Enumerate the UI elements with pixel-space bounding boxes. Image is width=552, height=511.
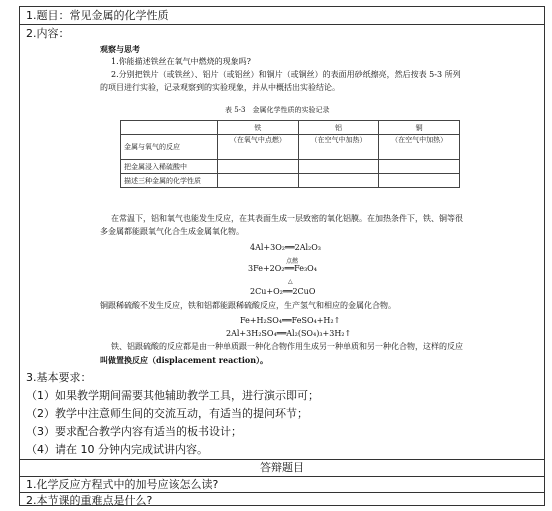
paragraph-2: 铜跟稀硫酸不发生反应，铁和铝都能跟稀硫酸反应，生产氢气和相应的金属化合物。 xyxy=(100,301,396,310)
qa-item: 2.本节课的重难点是什么? xyxy=(26,494,153,507)
divider xyxy=(20,24,544,25)
equation-4: Fe+H₂SO₄══FeSO₄+H₂↑ xyxy=(240,316,341,325)
qa-header: 答辩题目 xyxy=(260,461,304,474)
table-row xyxy=(121,160,460,174)
table-cell: 铁 xyxy=(218,121,299,135)
requirements-label: 3.基本要求： xyxy=(26,371,92,384)
table-cell xyxy=(218,160,299,174)
requirement-item: （1）如果教学期间需要其他辅助教学工具，进行演示即可； xyxy=(26,389,319,402)
table-cell: 铜 xyxy=(379,121,460,135)
question-2-line2: 的项目进行实验，记录观察到的实验现象，并从中概括出实验结论。 xyxy=(100,83,340,92)
equation-5: 2Al+3H₂SO₄══Al₂(SO₄)₃+3H₂↑ xyxy=(226,329,352,338)
table-cell: 描述三种金属的化学性质 xyxy=(121,174,218,188)
table-cell: 把金属浸入稀硫酸中 xyxy=(121,160,218,174)
requirement-item: （2）教学中注意师生间的交流互动，有适当的提问环节； xyxy=(26,407,308,420)
table-cell: 铝 xyxy=(298,121,379,135)
table-cell: 金属与氧气的反应 xyxy=(121,135,218,160)
table-cell xyxy=(298,160,379,174)
divider xyxy=(20,476,544,477)
divider xyxy=(20,492,544,493)
lesson-sheet xyxy=(19,6,545,506)
table-cell xyxy=(379,174,460,188)
paragraph-3-line1: 铁、铝跟硫酸的反应都是由一种单质跟一种化合物作用生成另一种单质和另一种化合物，这样的反应 xyxy=(111,342,463,351)
experiment-table xyxy=(120,120,460,188)
requirement-item: （4）请在 10 分钟内完成试讲内容。 xyxy=(26,443,208,456)
observe-title: 观察与思考 xyxy=(100,44,140,54)
equation-2-condition: 点燃 xyxy=(286,258,299,265)
table-header-row xyxy=(121,121,460,135)
equation-1: 4Al+3O₂══2Al₂O₃ xyxy=(250,243,322,252)
paragraph-1-line2: 多金属都能跟氧气化合生成金属氧化物。 xyxy=(100,227,244,236)
requirement-item: （3）要求配合教学内容有适当的板书设计； xyxy=(26,425,242,438)
question-1: 1.你能描述铁丝在氧气中燃烧的现象吗? xyxy=(111,57,251,66)
divider xyxy=(20,459,544,460)
paragraph-3-line2: 叫做置换反应（displacement reaction）。 xyxy=(100,355,269,365)
table-cell xyxy=(121,121,218,135)
table-row xyxy=(121,135,460,160)
table-row xyxy=(121,174,460,188)
table-cell xyxy=(218,174,299,188)
table-cell xyxy=(298,174,379,188)
qa-item: 1.化学反应方程式中的加号应该怎么读? xyxy=(26,478,219,491)
question-2-line1: 2.分别把铁片（或铁丝）、铝片（或铝丝）和铜片（或铜丝）的表面用砂纸擦亮，然后按表 5-3 所列 xyxy=(111,70,461,79)
table-cell: （在氧气中点燃） xyxy=(218,135,299,160)
table-cell: （在空气中加热） xyxy=(298,135,379,160)
table-cell xyxy=(379,160,460,174)
paragraph-1-line1: 在常温下，铝和氧气也能发生反应，在其表面生成一层致密的氧化铝膜。在加热条件下，铁、铜等很 xyxy=(111,214,463,223)
topic-label: 1.题目：常见金属的化学性质 xyxy=(26,9,169,22)
table-cell: （在空气中加热） xyxy=(379,135,460,160)
equation-3-condition: △ xyxy=(288,278,293,285)
table-caption: 表 5-3 金属化学性质的实验记录 xyxy=(225,106,330,114)
equation-3: 2Cu+O₂══2CuO xyxy=(250,287,316,296)
equation-2: 3Fe+2O₂══Fe₃O₄ xyxy=(248,264,317,273)
content-label: 2.内容： xyxy=(26,27,70,40)
